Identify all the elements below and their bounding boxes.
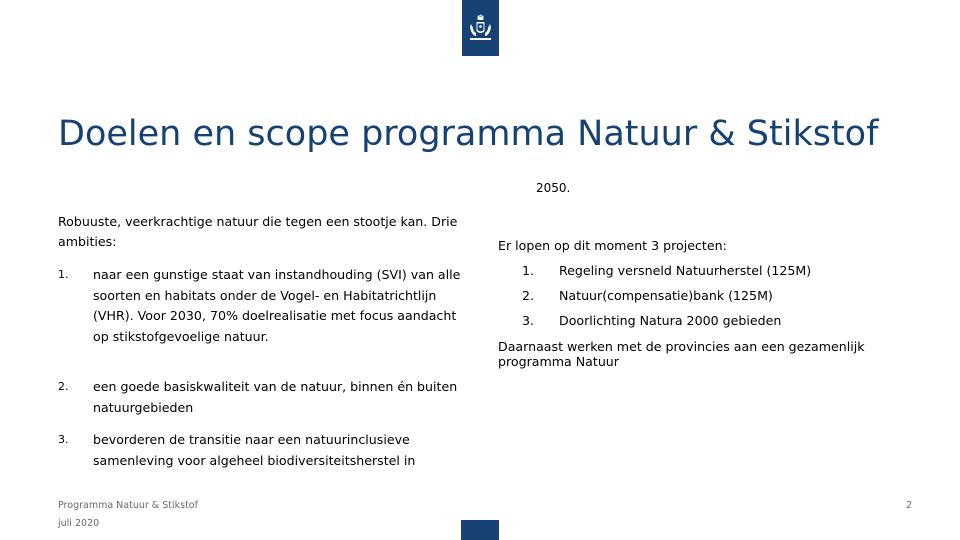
footer-accent-bar: [461, 520, 499, 540]
list-number: 2.: [58, 380, 69, 393]
list-text: Doorlichting Natura 2000 gebieden: [559, 313, 782, 328]
list-number: 3.: [58, 433, 69, 446]
coat-of-arms-icon: [462, 0, 499, 56]
slide-title: Doelen en scope programma Natuur & Stikstof: [58, 114, 879, 154]
footer-date: juli 2020: [58, 518, 100, 529]
projects-column: [498, 236, 898, 369]
page-number: 2: [905, 500, 912, 511]
projects-closing: Daarnaast werken met de provincies aan een gezamenlijk programma Natuur: [498, 339, 865, 369]
list-text: Natuur(compensatie)bank (125M): [559, 288, 773, 303]
list-text: Regeling versneld Natuurherstel (125M): [559, 263, 812, 278]
list-number: 3.: [522, 313, 535, 328]
stray-text: 2050.: [536, 181, 571, 195]
government-logo: [462, 0, 499, 56]
list-number: 1.: [522, 263, 535, 278]
list-text: naar een gunstige staat van instandhouding (SVI) van alle soorten en habitats onder de Vogel- en Habitatrichtlijn (VHR). Voor 2030, 70% doelrealisatie met focus aandacht op stikstofgevoelige natuur.: [93, 267, 461, 344]
footer-program-name: Programma Natuur & Stikstof: [58, 500, 198, 511]
list-number: 1.: [58, 268, 69, 281]
ambitions-column: [58, 212, 461, 468]
list-number: 2.: [522, 288, 535, 303]
list-text: een goede basiskwaliteit van de natuur, binnen én buiten natuurgebieden: [93, 379, 458, 415]
projects-intro: Er lopen op dit moment 3 projecten:: [498, 238, 727, 253]
list-text: bevorderen de transitie naar een natuurinclusieve samenleving voor algeheel biodiversiteitsherstel in: [93, 432, 416, 468]
ambitions-intro: Robuuste, veerkrachtige natuur die tegen een stootje kan. Drie ambities:: [58, 214, 458, 249]
